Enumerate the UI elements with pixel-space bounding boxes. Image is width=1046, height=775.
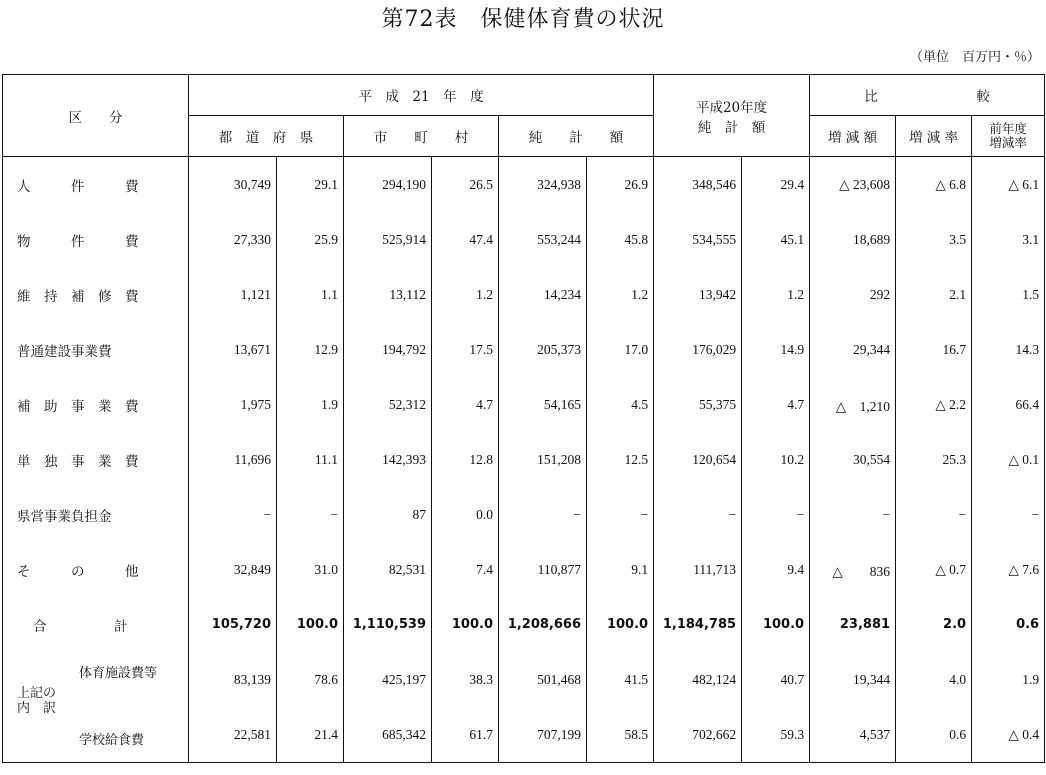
cell-value: 525,914 (344, 212, 432, 267)
cell-value: − (654, 487, 742, 542)
cell-value: 100.0 (277, 597, 344, 652)
table-row (3, 432, 1045, 487)
cell-value: 534,555 (654, 212, 742, 267)
cell-value: △ 0.1 (972, 432, 1045, 487)
cell-value: 702,662 (654, 707, 742, 763)
header-h20 (654, 75, 810, 157)
cell-value: 22,581 (189, 707, 277, 763)
unit-note: （単位 百万円・％） (909, 50, 1040, 65)
cell-value: 82,531 (344, 542, 432, 597)
cell-value: 1,208,666 (499, 597, 587, 652)
cell-value: 1.2 (742, 267, 810, 322)
cell-value: 9.4 (742, 542, 810, 597)
cell-value: 78.6 (277, 652, 344, 707)
breakdown-row-label: 学校給食費 (79, 733, 145, 748)
cell-value: 1.9 (972, 652, 1045, 707)
cell-value: 13,112 (344, 267, 432, 322)
cell-value: △ 836 (810, 542, 896, 597)
cell-value: 707,199 (499, 707, 587, 763)
cell-value: 105,720 (189, 597, 277, 652)
breakdown-label-cell (3, 707, 189, 763)
header-rate: 増 減 率 (896, 116, 972, 157)
cell-value: 54,165 (499, 377, 587, 432)
cell-value: 12.9 (277, 322, 344, 377)
cell-value: 41.5 (587, 652, 654, 707)
table-row (3, 652, 1045, 707)
cell-value: 19,344 (810, 652, 896, 707)
header-h21: 平 成 21 年 度 (189, 75, 654, 116)
header-category: 区 分 (3, 75, 189, 157)
cell-value: 11,696 (189, 432, 277, 487)
cell-value: △ 0.7 (896, 542, 972, 597)
cell-value: 25.9 (277, 212, 344, 267)
cell-value: − (810, 487, 896, 542)
cell-value: 61.7 (432, 707, 499, 763)
cell-value: − (587, 487, 654, 542)
cell-value: − (189, 487, 277, 542)
cell-value: 1.9 (277, 377, 344, 432)
cell-value: 26.9 (587, 157, 654, 213)
cell-value: △ 6.8 (896, 157, 972, 213)
cell-value: − (896, 487, 972, 542)
cell-value: − (742, 487, 810, 542)
cell-value: 59.3 (742, 707, 810, 763)
cell-value: 292 (810, 267, 896, 322)
cell-value: 110,877 (499, 542, 587, 597)
cell-value: 4.0 (896, 652, 972, 707)
cell-value: 120,654 (654, 432, 742, 487)
table-row (3, 212, 1045, 267)
cell-value: 17.0 (587, 322, 654, 377)
cell-value: 30,749 (189, 157, 277, 213)
cell-value: 27,330 (189, 212, 277, 267)
cell-value: 83,139 (189, 652, 277, 707)
table-row (3, 157, 1045, 213)
cell-value: 29,344 (810, 322, 896, 377)
header-pref: 都 道 府 県 (189, 116, 344, 157)
cell-value: 21.4 (277, 707, 344, 763)
table-row (3, 377, 1045, 432)
header-diff: 増 減 額 (810, 116, 896, 157)
cell-value: 38.3 (432, 652, 499, 707)
cell-value: △ 1,210 (810, 377, 896, 432)
cell-value: 553,244 (499, 212, 587, 267)
breakdown-group-line2: 内 訳 (17, 701, 57, 716)
table-row (3, 322, 1045, 377)
row-label: 補 助 事 業 費 (3, 377, 189, 432)
cell-value: 4.7 (432, 377, 499, 432)
cell-value: 47.4 (432, 212, 499, 267)
header-net: 純 計 額 (499, 116, 654, 157)
cell-value: − (499, 487, 587, 542)
cell-value: 2.1 (896, 267, 972, 322)
cell-value: △ 23,608 (810, 157, 896, 213)
cell-value: 685,342 (344, 707, 432, 763)
cell-value: 11.1 (277, 432, 344, 487)
cell-value: 87 (344, 487, 432, 542)
cell-value: 26.5 (432, 157, 499, 213)
breakdown-row-label: 体育施設費等 (79, 666, 158, 681)
cell-value: 482,124 (654, 652, 742, 707)
cell-value: 30,554 (810, 432, 896, 487)
cell-value: 12.8 (432, 432, 499, 487)
table-row (3, 707, 1045, 763)
cell-value: 100.0 (742, 597, 810, 652)
cell-value: 205,373 (499, 322, 587, 377)
cell-value: 18,689 (810, 212, 896, 267)
row-label: 県営事業負担金 (3, 487, 189, 542)
cell-value: 52,312 (344, 377, 432, 432)
cell-value: 294,190 (344, 157, 432, 213)
table-row (3, 267, 1045, 322)
cell-value: 151,208 (499, 432, 587, 487)
cell-value: 1,184,785 (654, 597, 742, 652)
cell-value: △ 2.2 (896, 377, 972, 432)
cell-value: 3.1 (972, 212, 1045, 267)
cell-value: 1.5 (972, 267, 1045, 322)
cell-value: 32,849 (189, 542, 277, 597)
row-label: そ の 他 (3, 542, 189, 597)
row-label: 維 持 補 修 費 (3, 267, 189, 322)
cell-value: − (277, 487, 344, 542)
cell-value: 100.0 (432, 597, 499, 652)
row-label: 普通建設事業費 (3, 322, 189, 377)
cell-value: 1.2 (587, 267, 654, 322)
cell-value: 4,537 (810, 707, 896, 763)
cell-value: 111,713 (654, 542, 742, 597)
cell-value: 58.5 (587, 707, 654, 763)
row-label: 合 計 (3, 597, 189, 652)
header-muni: 市 町 村 (344, 116, 499, 157)
cell-value: 31.0 (277, 542, 344, 597)
cell-value: 2.0 (896, 597, 972, 652)
cell-value: 1.1 (277, 267, 344, 322)
cell-value: 29.4 (742, 157, 810, 213)
cell-value: 425,197 (344, 652, 432, 707)
cell-value: 40.7 (742, 652, 810, 707)
cell-value: 12.5 (587, 432, 654, 487)
cell-value: 1,121 (189, 267, 277, 322)
cell-value: △ 7.6 (972, 542, 1045, 597)
cell-value: 9.1 (587, 542, 654, 597)
header-prev-line2: 増減率 (989, 135, 1027, 150)
cell-value: 3.5 (896, 212, 972, 267)
cell-value: 45.8 (587, 212, 654, 267)
breakdown-label-cell (3, 652, 189, 716)
cell-value: 4.5 (587, 377, 654, 432)
table-row (3, 487, 1045, 542)
header-compare-right: 較 (976, 89, 990, 105)
cell-value: 501,468 (499, 652, 587, 707)
cell-value: 10.2 (742, 432, 810, 487)
table-row (3, 542, 1045, 597)
header-prev-line1: 前年度 (989, 121, 1027, 136)
cell-value: 324,938 (499, 157, 587, 213)
header-prev-rate (972, 116, 1045, 157)
cell-value: 0.6 (896, 707, 972, 763)
breakdown-group-line1: 上記の (17, 686, 57, 701)
cell-value: 23,881 (810, 597, 896, 652)
page-title: 第72表 保健体育費の状況 (381, 7, 665, 32)
cell-value: 194,792 (344, 322, 432, 377)
cell-value: − (972, 487, 1045, 542)
cell-value: 348,546 (654, 157, 742, 213)
cell-value: 4.7 (742, 377, 810, 432)
cell-value: 66.4 (972, 377, 1045, 432)
cell-value: 0.0 (432, 487, 499, 542)
header-compare (810, 75, 1045, 116)
cell-value: 0.6 (972, 597, 1045, 652)
cell-value: 7.4 (432, 542, 499, 597)
table-row (3, 597, 1045, 652)
cell-value: 45.1 (742, 212, 810, 267)
row-label: 単 独 事 業 費 (3, 432, 189, 487)
cell-value: 25.3 (896, 432, 972, 487)
cell-value: 100.0 (587, 597, 654, 652)
cell-value: 176,029 (654, 322, 742, 377)
cell-value: 14.9 (742, 322, 810, 377)
cell-value: 16.7 (896, 322, 972, 377)
cell-value: 14,234 (499, 267, 587, 322)
cell-value: 29.1 (277, 157, 344, 213)
cell-value: 13,671 (189, 322, 277, 377)
cell-value: 14.3 (972, 322, 1045, 377)
cell-value: 1,975 (189, 377, 277, 432)
cell-value: 13,942 (654, 267, 742, 322)
header-h20-line2: 純 計 額 (697, 119, 766, 136)
cell-value: 142,393 (344, 432, 432, 487)
cell-value: 1.2 (432, 267, 499, 322)
health-sports-expense-table (2, 74, 1045, 763)
cell-value: 1,110,539 (344, 597, 432, 652)
cell-value: 55,375 (654, 377, 742, 432)
header-compare-left: 比 (864, 89, 878, 105)
row-label: 人 件 費 (3, 157, 189, 213)
row-label: 物 件 費 (3, 212, 189, 267)
cell-value: 17.5 (432, 322, 499, 377)
cell-value: △ 0.4 (972, 707, 1045, 763)
cell-value: △ 6.1 (972, 157, 1045, 213)
header-h20-line1: 平成20年度 (695, 99, 768, 116)
